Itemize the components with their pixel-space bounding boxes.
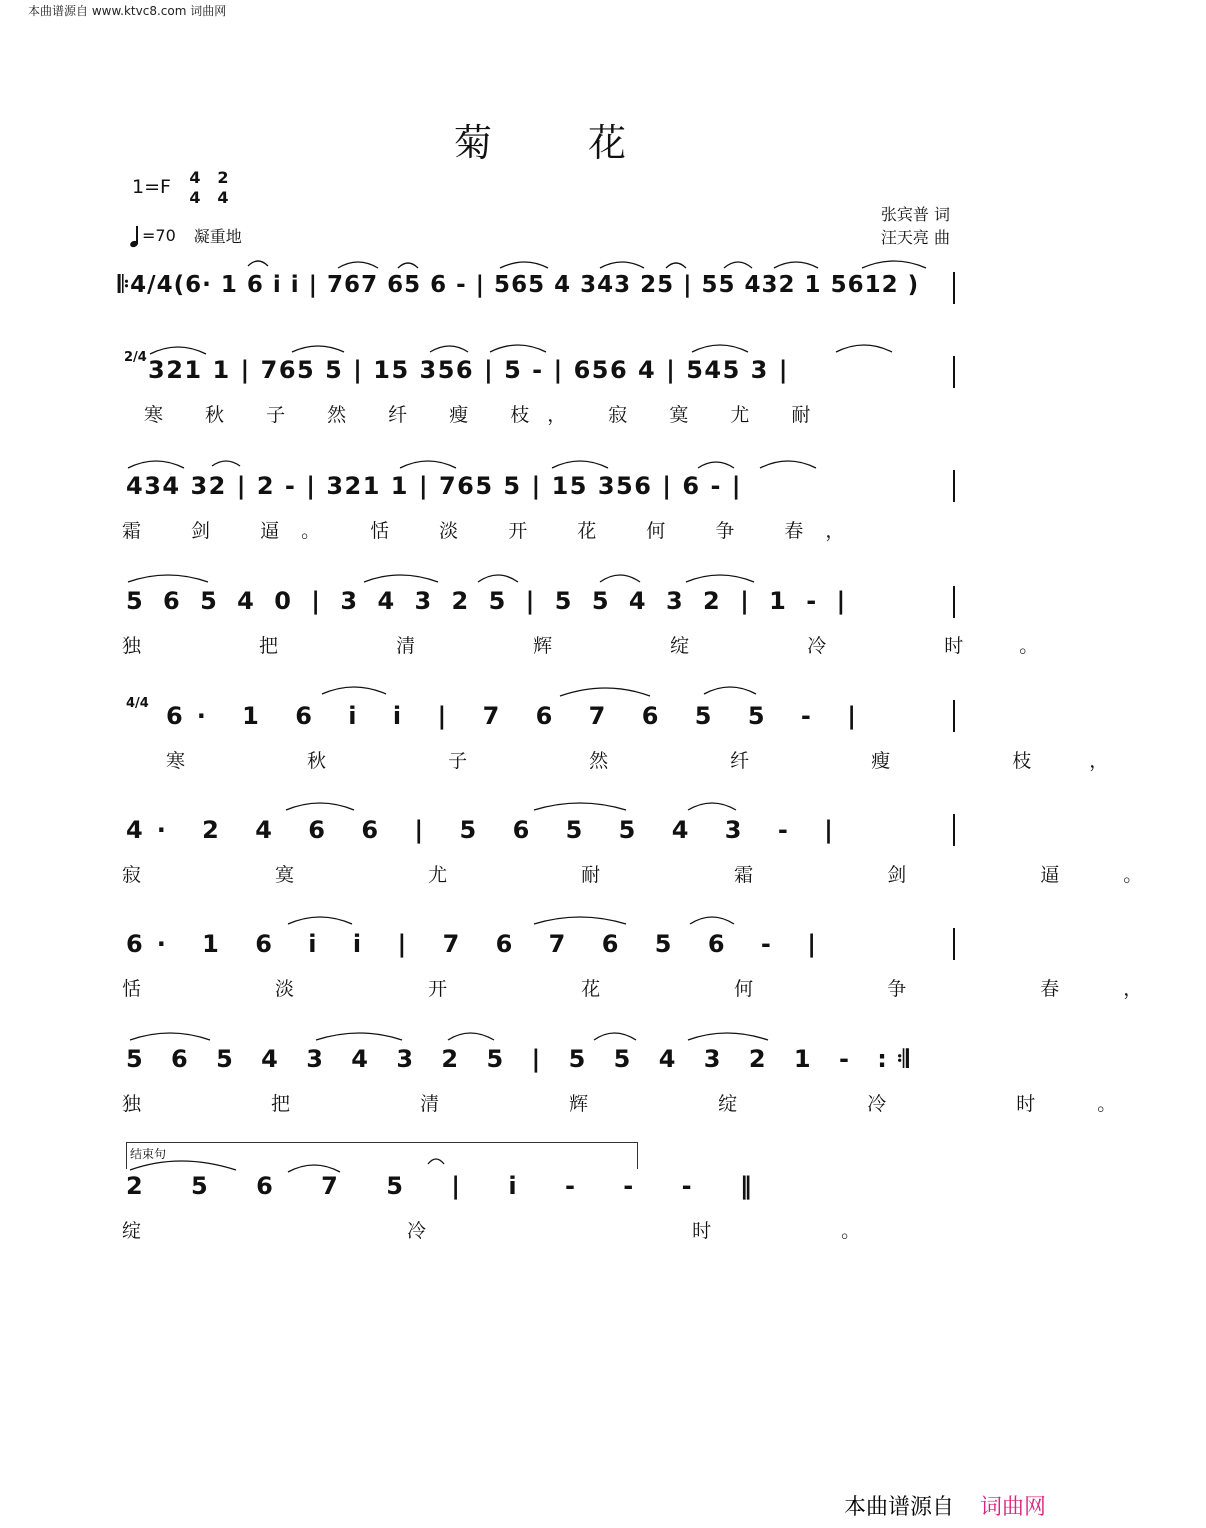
slur: [500, 262, 548, 268]
slur: [594, 1033, 636, 1040]
footer-brand[interactable]: 词曲网: [979, 1495, 1046, 1520]
ts1-bottom: 4: [189, 188, 201, 207]
slur: [248, 261, 268, 266]
slur: [130, 1033, 210, 1040]
fermata-icon: [428, 1159, 444, 1164]
row6-notes: 4· 2 4 6 6 | 5 6 5 5 4 3 - |: [126, 816, 847, 844]
slur: [760, 461, 816, 468]
row9-lyrics: 绽 冷 时。: [122, 1220, 991, 1242]
slur: [478, 575, 518, 582]
row2-lyrics: 寒 秋 子 然 纤 瘦 枝， 寂 寞 尤 耐: [144, 404, 829, 426]
slur: [322, 687, 386, 694]
row1-notes: 𝄆4/4(6· 1 6 i i | 767 65 6 - | 565 4 343 25 | 55 432 1 5612 ): [118, 272, 920, 298]
composer: 汪天亮 曲: [880, 228, 950, 247]
row7-lyrics: 恬 淡 开 花 何 争 春，: [122, 978, 1206, 1000]
ts2-bottom: 4: [217, 188, 229, 207]
slur: [430, 346, 468, 352]
slur: [692, 345, 748, 352]
slur: [862, 261, 926, 268]
row5-lyrics: 寒 秋 子 然 纤 瘦 枝，: [166, 750, 1167, 772]
header-watermark: 本曲谱源自 www.ktvc8.com 词曲网: [28, 4, 227, 18]
slur: [534, 917, 626, 924]
ts2-top: 2: [217, 168, 229, 187]
slur: [128, 461, 184, 468]
key-label: 1=F: [132, 176, 171, 198]
slur: [128, 575, 208, 582]
slur: [552, 461, 608, 468]
row7-notes: 6· 1 6 i i | 7 6 7 6 5 6 - |: [126, 930, 830, 958]
slur: [600, 575, 640, 582]
footer-source: 本曲谱源自: [843, 1495, 954, 1520]
slur: [288, 917, 352, 924]
slur: [316, 1033, 402, 1040]
song-title: 菊 花: [453, 121, 669, 165]
row8-lyrics: 独 把 清 辉 绽 冷 时。: [122, 1093, 1179, 1115]
row3-lyrics: 霜 剑 逼。 恬 淡 开 花 何 争 春，: [122, 520, 867, 542]
slur: [836, 345, 892, 352]
ending-label: 结束句: [130, 1147, 167, 1161]
slur: [448, 1033, 494, 1040]
slur: [338, 262, 378, 268]
slur: [288, 1165, 340, 1172]
row5-notes: 6· 1 6 i i | 7 6 7 6 5 5 - |: [166, 702, 870, 730]
slur: [212, 461, 240, 466]
slur: [130, 1161, 236, 1170]
lyricist: 张宾普 词: [880, 205, 950, 224]
row3-notes: 434 32 | 2 - | 321 1 | 765 5 | 15 356 | 6 - |: [126, 472, 743, 500]
row8-notes: 5 6 5 4 3 4 3 2 5 | 5 5 4 3 2 1 - :𝄇: [126, 1045, 919, 1073]
slur: [400, 461, 456, 468]
expression-mark: 凝重地: [193, 227, 242, 246]
row5-time-sig: 4/4: [126, 696, 149, 711]
tempo-value: =70: [142, 226, 176, 245]
ts1-top: 4: [189, 168, 201, 187]
slur: [698, 462, 734, 468]
slur: [724, 262, 752, 268]
slur: [690, 917, 734, 924]
row4-notes: 5 6 5 4 0 | 3 4 3 2 5 | 5 5 4 3 2 | 1 - |: [126, 587, 852, 615]
row4-lyrics: 独 把 清 辉 绽 冷 时。: [122, 635, 1095, 657]
slur: [560, 688, 650, 696]
slur: [150, 347, 206, 354]
slur: [292, 346, 344, 352]
row6-lyrics: 寂 寞 尤 耐 霜 剑 逼。: [122, 864, 1206, 886]
slur: [534, 803, 626, 810]
slur: [774, 262, 818, 268]
slur: [286, 803, 354, 810]
slur: [490, 345, 546, 352]
slur: [688, 1033, 768, 1040]
row9-notes: 2 5 6 7 5 | i - - - ‖: [126, 1172, 772, 1200]
slur: [704, 687, 756, 694]
slur: [364, 575, 438, 582]
slur: [666, 263, 686, 268]
slur: [686, 575, 754, 582]
slur: [688, 803, 736, 810]
slur: [600, 262, 644, 268]
row2-notes: 321 1 | 765 5 | 15 356 | 5 - | 656 4 | 545 3 |: [148, 356, 789, 384]
slur: [398, 263, 418, 268]
row2-time-sig: 2/4: [124, 350, 147, 365]
